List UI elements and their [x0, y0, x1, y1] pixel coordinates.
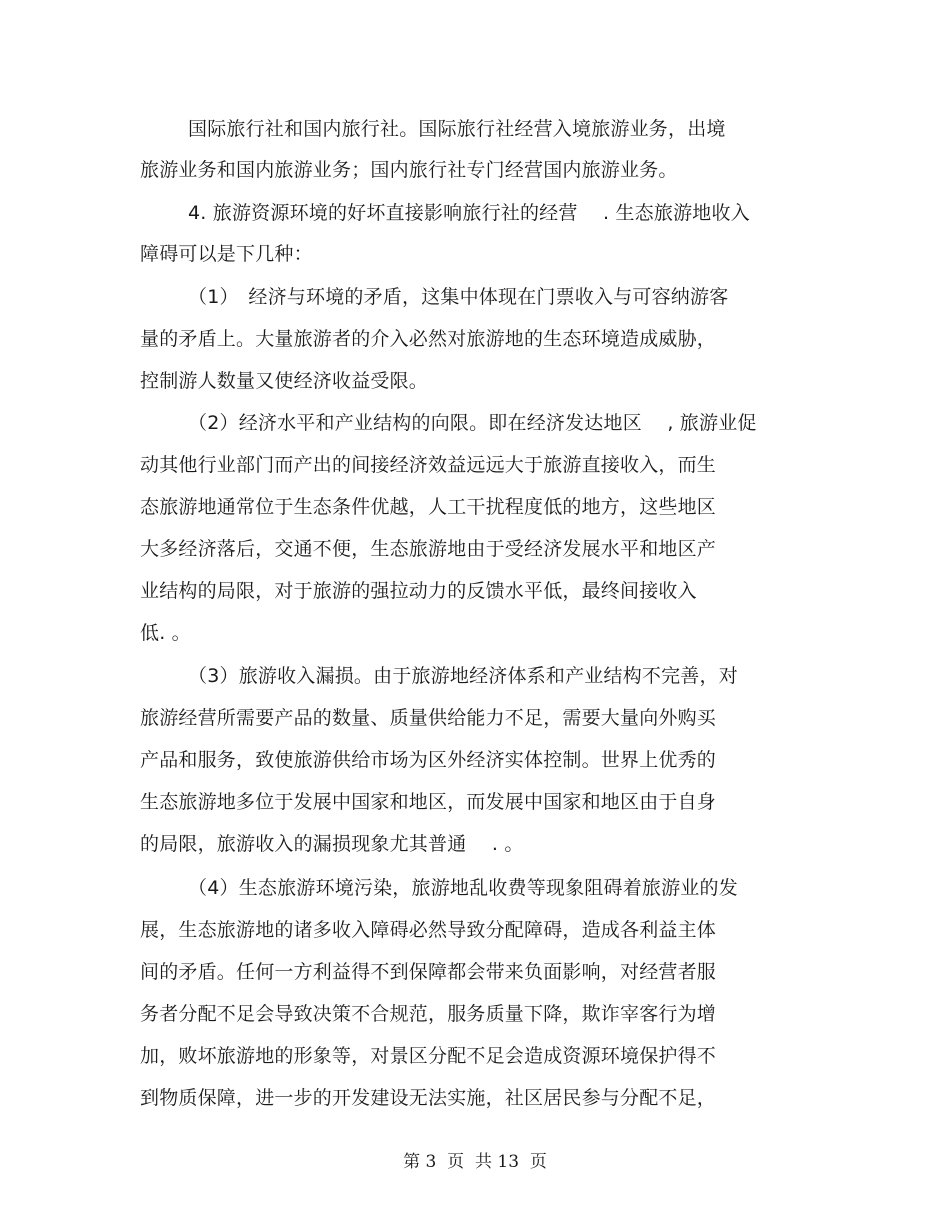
- text-line: 生态旅游地多位于发展中国家和地区，而发展中国家和地区由于自身: [140, 791, 717, 813]
- text-line: （1） 经济与环境的矛盾，这集中体现在门票收入与可容纳游客: [188, 286, 729, 308]
- text-line: 展，生态旅游地的诸多收入障碍必然导致分配障碍，造成各利益主体: [140, 919, 717, 941]
- text-line: 加，败坏旅游地的形象等，对景区分配不足会造成资源环境保护得不: [140, 1045, 717, 1067]
- text-line: （4）生态旅游环境污染，旅游地乱收费等现象阻碍着旅游业的发: [188, 877, 738, 899]
- text-line: 低. 。: [140, 622, 191, 644]
- text-line: 控制游人数量又使经济收益受限。: [140, 370, 429, 392]
- text-line: 障碍可以是下几种：: [140, 243, 313, 265]
- text-line: 国际旅行社和国内旅行社。国际旅行社经营入境旅游业务，出境: [188, 118, 726, 140]
- text-line: 4. 旅游资源环境的好坏直接影响旅行社的经营 . 生态旅游地收入: [188, 202, 750, 224]
- text-line: 大多经济落后，交通不便，生态旅游地由于受经济发展水平和地区产: [140, 538, 717, 560]
- text-line: 旅游业务和国内旅游业务；国内旅行社专门经营国内旅游业务。: [140, 159, 678, 181]
- text-line: 的局限，旅游收入的漏损现象尤其普通 . 。: [140, 833, 524, 855]
- text-line: （2）经济水平和产业结构的向限。即在经济发达地区 , 旅游业促: [188, 412, 757, 434]
- text-line: 态旅游地通常位于生态条件优越，人工干扰程度低的地方，这些地区: [140, 496, 717, 518]
- text-line: 产品和服务，致使旅游供给市场为区外经济实体控制。世界上优秀的: [140, 749, 717, 771]
- text-line: 动其他行业部门而产出的间接经济效益远远大于旅游直接收入，而生: [140, 454, 717, 476]
- text-line: 业结构的局限，对于旅游的强拉动力的反馈水平低，最终间接收入: [140, 580, 697, 602]
- text-line: 务者分配不足会导致决策不合规范，服务质量下降，欺诈宰客行为增: [140, 1003, 717, 1025]
- text-line: （3）旅游收入漏损。由于旅游地经济体系和产业结构不完善，对: [188, 665, 738, 687]
- text-line: 间的矛盾。任何一方利益得不到保障都会带来负面影响，对经营者服: [140, 961, 717, 983]
- page-number-footer: 第 3 页 共 13 页: [403, 1152, 547, 1172]
- text-line: 旅游经营所需要产品的数量、质量供给能力不足，需要大量向外购买: [140, 707, 717, 729]
- text-line: 量的矛盾上。大量旅游者的介入必然对旅游地的生态环境造成威胁，: [140, 328, 717, 350]
- text-line: 到物质保障，进一步的开发建设无法实施，社区居民参与分配不足，: [140, 1087, 717, 1109]
